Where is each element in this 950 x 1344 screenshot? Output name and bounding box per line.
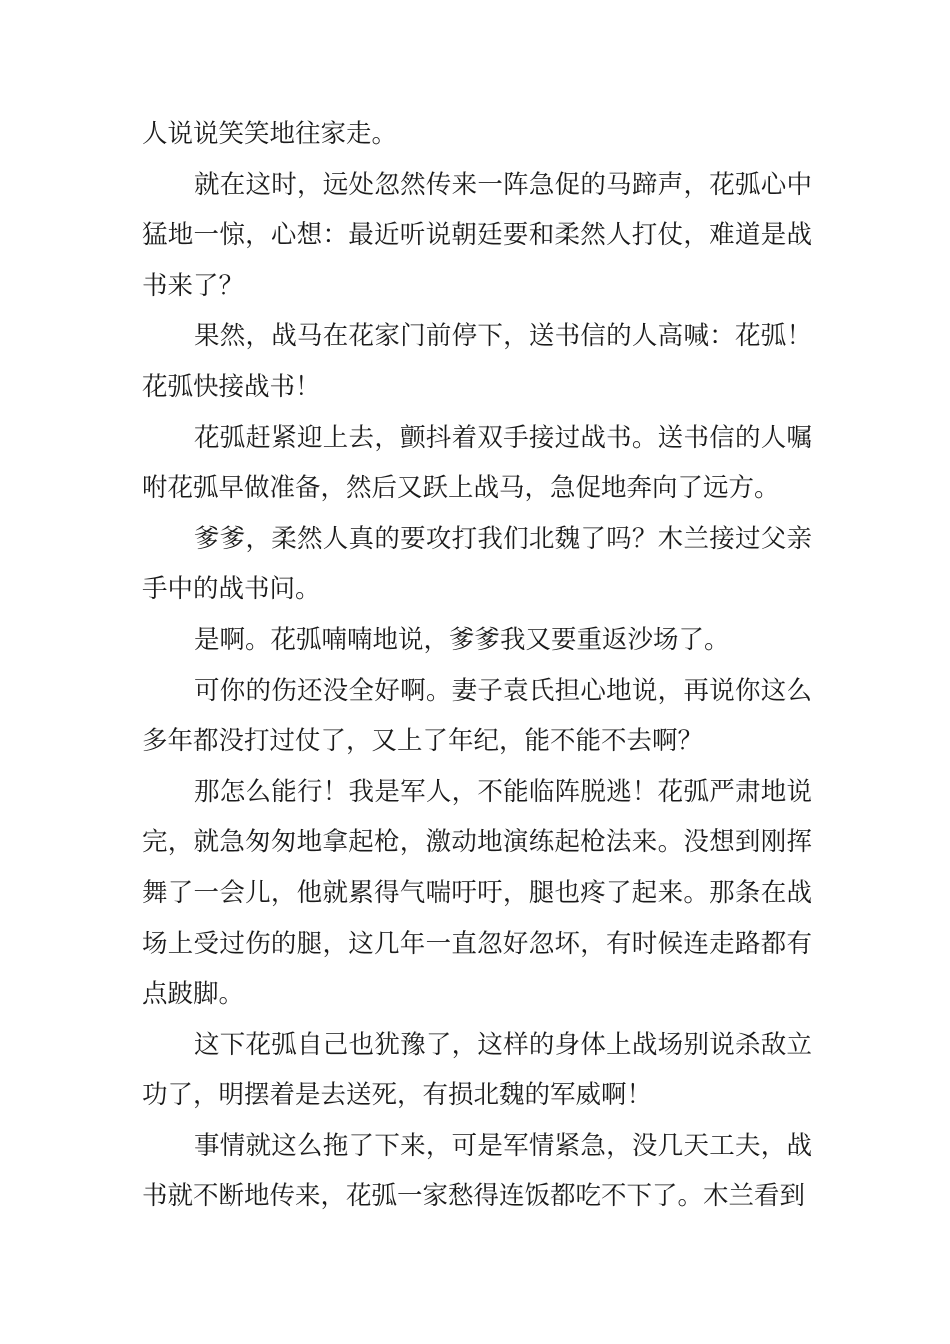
text-line: 点跛脚。 bbox=[142, 979, 245, 1010]
text-line: 功了，明摆着是去送死，有损北魏的军威啊！ bbox=[142, 1080, 653, 1111]
text-line: 花弧赶紧迎上去，颤抖着双手接过战书。送书信的人嘱 bbox=[194, 422, 812, 453]
paragraph bbox=[142, 514, 812, 615]
text-line: 猛地一惊，心想：最近听说朝廷要和柔然人打仗，难道是战 bbox=[142, 220, 812, 251]
paragraph bbox=[142, 767, 812, 1020]
text-line: 场上受过伤的腿，这几年一直忽好忽坏，有时候连走路都有 bbox=[142, 928, 812, 959]
text-line: 舞了一会儿，他就累得气喘吁吁，腿也疼了起来。那条在战 bbox=[142, 877, 812, 908]
text-line: 多年都没打过仗了，又上了年纪，能不能不去啊？ bbox=[142, 726, 704, 757]
paragraph bbox=[142, 1121, 812, 1222]
text-line: 咐花弧早做准备，然后又跃上战马，急促地奔向了远方。 bbox=[142, 473, 780, 504]
text-line: 书来了？ bbox=[142, 270, 245, 301]
text-line: 完，就急匆匆地拿起枪，激动地演练起枪法来。没想到刚挥 bbox=[142, 827, 812, 858]
paragraph bbox=[142, 413, 812, 514]
paragraph bbox=[142, 1020, 812, 1121]
text-line: 就在这时，远处忽然传来一阵急促的马蹄声，花弧心中 bbox=[194, 169, 812, 200]
text-line: 书就不断地传来，花弧一家愁得连饭都吃不下了。木兰看到 bbox=[142, 1181, 806, 1212]
text-line: 事情就这么拖了下来，可是军情紧急，没几天工夫，战 bbox=[194, 1130, 812, 1161]
paragraph bbox=[142, 666, 812, 767]
text-line: 可你的伤还没全好啊。妻子袁氏担心地说，再说你这么 bbox=[194, 675, 812, 706]
body-text bbox=[142, 109, 812, 1222]
paragraph bbox=[142, 615, 812, 666]
text-line: 人说说笑笑地往家走。 bbox=[142, 119, 398, 149]
text-line: 这下花弧自己也犹豫了，这样的身体上战场别说杀敌立 bbox=[194, 1029, 812, 1060]
text-line: 手中的战书问。 bbox=[142, 574, 321, 605]
text-line: 是啊。花弧喃喃地说，爹爹我又要重返沙场了。 bbox=[194, 624, 730, 655]
paragraph bbox=[142, 109, 812, 160]
text-line: 花弧快接战书！ bbox=[142, 371, 321, 402]
paragraph bbox=[142, 160, 812, 312]
text-line: 那怎么能行！我是军人，不能临阵脱逃！花弧严肃地说 bbox=[194, 776, 812, 807]
text-line: 果然，战马在花家门前停下，送书信的人高喊：花弧！ bbox=[194, 321, 812, 352]
text-line: 爹爹，柔然人真的要攻打我们北魏了吗？木兰接过父亲 bbox=[194, 523, 812, 554]
paragraph bbox=[142, 311, 812, 412]
